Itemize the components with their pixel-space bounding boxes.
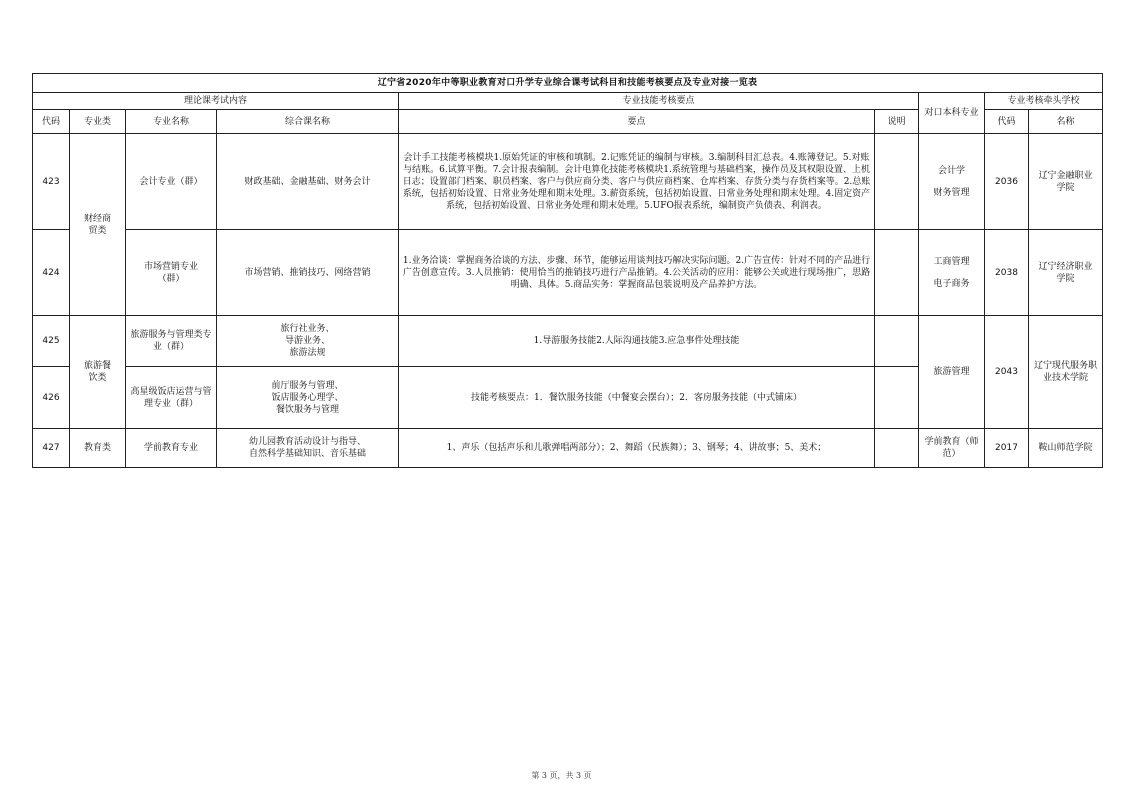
course-line: 旅行社业务、 [280, 324, 335, 334]
course-line: 旅游法规 [289, 348, 326, 358]
row-code: 425 [33, 316, 70, 367]
major-name: 会计专业（群） [126, 134, 217, 230]
school-code: 2036 [985, 134, 1029, 230]
school-name: 辽宁现代服务职业技术学院 [1029, 316, 1103, 429]
bachelor-line: 电子商务 [933, 278, 970, 289]
table-row [33, 316, 1103, 367]
bachelor-major [919, 230, 985, 316]
course-line: 幼儿园教育活动设计与指导、 [248, 437, 366, 447]
table-row [33, 230, 1103, 316]
course-name [217, 316, 399, 367]
col-header-code: 代码 [33, 110, 70, 134]
page-footer: 第 3 页，共 3 页 [531, 771, 592, 780]
skill-points: 1.业务洽谈：掌握商务洽谈的方法、步骤、环节，能够运用谈判技巧解决实际问题。2.广告宣传：针对不同的产品进行广告创意宣传。3.人员推销：使用恰当的推销技巧进行产品推销。4.公关活动的应用：能够公关或进行现场推广，思路明确、具体。5.商品实务：掌握商品包装说明及产品养护方法。 [399, 230, 875, 316]
course-line: 导游业务、 [284, 336, 330, 346]
course-line: 前厅服务与管理、 [271, 380, 344, 391]
group-header-bachelor: 对口本科专业 [919, 93, 985, 134]
group-header-school: 专业考核牵头学校 [985, 93, 1103, 110]
col-header-category: 专业类 [70, 110, 126, 134]
category-cell: 教育类 [70, 429, 126, 468]
col-header-points: 要点 [399, 110, 875, 134]
skill-points: 1、声乐（包括声乐和儿歌弹唱两部分）；2、舞蹈（民族舞）；3、钢琴；4、讲故事；5、美术； [399, 429, 875, 468]
row-code: 426 [33, 367, 70, 429]
course-name: 市场营销、推销技巧、网络营销 [217, 230, 399, 316]
bachelor-line: 财务管理 [933, 187, 970, 198]
school-code: 2017 [985, 429, 1029, 468]
bachelor-major: 旅游管理 [919, 316, 985, 429]
bachelor-line: 会计学 [937, 165, 965, 176]
skill-points: 1.导游服务技能2.人际沟通技能3.应急事件处理技能 [399, 316, 875, 367]
row-code: 424 [33, 230, 70, 316]
skill-points: 会计手工技能考核模块1.原始凭证的审核和填制。2.记账凭证的编制与审核。3.编制科目汇总表。4.账簿登记。5.对账与结账。6.试算平衡。7.会计报表编制。会计电算化技能考核模块1.系统管理与基础档案，操作员及其权限设置、上机日志；设置部门档案、职员档案、客户与供应商分类、客户与供应商档案、仓库档案、存货分类与存货档案等。2.总账系统，包括初始设置、日常业务处理和期末处理。3.薪资系统，包括初始设置、日常业务处理和期末处理。4.固定资产系统，包括初始设置、日常业务处理和期末处理。5.UFO报表系统，编制资产负债表、利润表。 [399, 134, 875, 230]
course-line: 饭店服务心理学、 [271, 392, 344, 403]
school-code: 2043 [985, 316, 1029, 429]
bachelor-major [919, 134, 985, 230]
course-line: 自然科学基础知识、音乐基础 [248, 449, 366, 459]
bachelor-line: 工商管理 [933, 256, 970, 267]
col-header-school-code: 代码 [985, 110, 1029, 134]
col-header-note: 说明 [875, 110, 919, 134]
col-header-major: 专业名称 [126, 110, 217, 134]
major-name: 学前教育专业 [126, 429, 217, 468]
note-cell [875, 316, 919, 367]
category-cell: 旅游餐饮类 [70, 316, 126, 429]
curriculum-table [32, 73, 1103, 468]
major-name: 旅游服务与管理类专业（群） [126, 316, 217, 367]
note-cell [875, 367, 919, 429]
bachelor-major: 学前教育（师范） [919, 429, 985, 468]
table-row [33, 429, 1103, 468]
col-header-school-name: 名称 [1029, 110, 1103, 134]
row-code: 427 [33, 429, 70, 468]
note-cell [875, 134, 919, 230]
school-code: 2038 [985, 230, 1029, 316]
course-name: 财政基础、金融基础、财务会计 [217, 134, 399, 230]
course-name [217, 367, 399, 429]
note-cell [875, 230, 919, 316]
course-line: 餐饮服务与管理 [275, 404, 339, 415]
school-name: 辽宁金融职业学院 [1029, 134, 1103, 230]
group-header-skill: 专业技能考核要点 [399, 93, 919, 110]
category-cell: 财经商贸类 [70, 134, 126, 316]
group-header-theory: 理论课考试内容 [33, 93, 399, 110]
school-name: 辽宁经济职业学院 [1029, 230, 1103, 316]
course-name [217, 429, 399, 468]
major-name: 高星级饭店运营与管理专业（群） [126, 367, 217, 429]
note-cell [875, 429, 919, 468]
row-code: 423 [33, 134, 70, 230]
table-row [33, 134, 1103, 230]
skill-points: 技能考核要点：1．餐饮服务技能（中餐宴会摆台）；2．客房服务技能（中式铺床） [399, 367, 875, 429]
col-header-course: 综合课名称 [217, 110, 399, 134]
table-title: 辽宁省2020年中等职业教育对口升学专业综合课考试科目和技能考核要点及专业对接一览表 [33, 74, 1103, 93]
major-name: 市场营销专业（群） [126, 230, 217, 316]
school-name: 鞍山师范学院 [1029, 429, 1103, 468]
